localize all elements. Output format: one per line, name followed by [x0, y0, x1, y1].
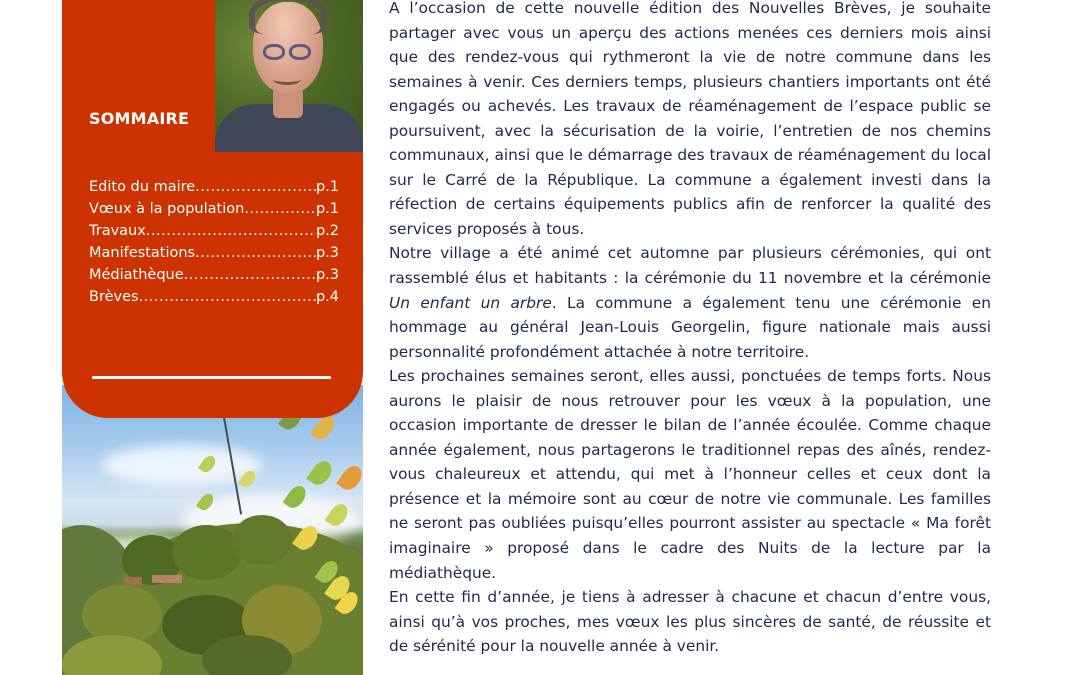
editorial-paragraph [389, 241, 991, 364]
editorial-paragraph: En cette fin d’année, je tiens à adresser à chacune et chacun d’entre vous, ainsi qu’à vos proches, mes vœux les plus sincères de santé, de réussite et de sérénité pour la nouvelle année à venir. [389, 588, 991, 656]
toc-item-voeux[interactable] [89, 198, 339, 220]
toc-item-page: p.3 [315, 267, 339, 283]
sommaire-title: SOMMAIRE [89, 109, 190, 128]
paragraph-text: Notre village a été animé cet automne par plusieurs cérémonies, qui ont rassemblé élus et habitants : la cérémonie du 11 novembre et la cérémonie [389, 244, 991, 288]
panel-divider [92, 376, 331, 379]
toc-leader-dots [195, 176, 316, 198]
house-roof-shape [152, 575, 182, 583]
house-roof-shape [124, 577, 142, 585]
cloud-shape [102, 445, 262, 485]
toc-item-label: Travaux [89, 223, 146, 239]
toc-item-edito[interactable] [89, 176, 339, 198]
toc-item-mediatheque[interactable] [89, 264, 339, 286]
tree-shape [172, 525, 242, 580]
toc-item-breves[interactable] [89, 286, 339, 308]
toc-item-label: Brèves [89, 289, 139, 305]
editorial-text [389, 0, 991, 659]
leaf-shape [306, 457, 336, 489]
portrait-hair-shape [249, 0, 327, 34]
toc-leader-dots [195, 242, 316, 264]
tree-shape [232, 515, 292, 565]
toc-item-label: Edito du maire [89, 179, 196, 195]
toc-leader-dots [146, 220, 316, 242]
editorial-paragraph: Les prochaines semaines seront, elles aussi, ponctuées de temps forts. Nous aurons le plaisir de nous retrouver pour les vœux à la population, une occasion importante de dresser le bilan de l’année écoulée. Comme chaque année également, nous partagerons le traditionnel repas des aînés, rendez-vous chaleureux et attendu, qui met à l’honneur celles et ceux dont la présence et la mémoire sont au cœur de notre vie communale. Les familles ne seront pas oubliées puisqu’elles pourront assister au spectacle « Ma forêt imaginaire » proposé dans le cadre des Nuits de la lecture par la médiathèque. [389, 367, 991, 582]
paragraph-text: . La commune a également tenu une cérémonie en hommage au général Jean-Louis Georgelin, figure nationale mais aussi personnalité profondément attachée à notre territoire. [389, 293, 991, 361]
glasses-left-shape [263, 44, 285, 60]
toc-item-page: p.1 [315, 201, 339, 217]
toc-item-page: p.3 [315, 245, 339, 261]
toc-leader-dots [139, 286, 316, 308]
table-of-contents [89, 176, 339, 308]
toc-item-label: Manifestations [89, 245, 196, 261]
toc-leader-dots [244, 198, 316, 220]
toc-item-page: p.1 [315, 179, 339, 195]
glasses-right-shape [289, 44, 311, 60]
toc-item-page: p.4 [315, 289, 339, 305]
toc-item-label: Vœux à la population [89, 201, 245, 217]
portrait-smile-shape [273, 74, 301, 85]
landscape-photo [62, 385, 363, 675]
toc-item-travaux[interactable] [89, 220, 339, 242]
leaf-shape [336, 462, 363, 494]
toc-leader-dots [184, 264, 316, 286]
editorial-paragraph: A l’occasion de cette nouvelle édition des Nouvelles Brèves, je souhaite partager avec vous un aperçu des actions menées ces derniers mois ainsi que des rendez-vous qui rythmeront la vie de notre commune dans les semaines à venir. Ces derniers temps, plusieurs chantiers importants ont été engagés ou achevés. Les travaux de réaménagement de l’espace public se poursuivent, avec la sécurisation de la voirie, l’entretien de nos chemins communaux, ainsi que le démarrage des travaux de réaménagement du local sur le Carré de la République. La commune a également investi dans la réfection de certains équipements publics afin de renforcer la qualité des services proposés à tous. [389, 0, 991, 238]
toc-item-manifestations[interactable] [89, 242, 339, 264]
toc-item-label: Médiathèque [89, 267, 184, 283]
toc-item-page: p.2 [315, 223, 339, 239]
event-title-italic: Un enfant un arbre [389, 293, 552, 312]
mayor-portrait [215, 0, 363, 152]
